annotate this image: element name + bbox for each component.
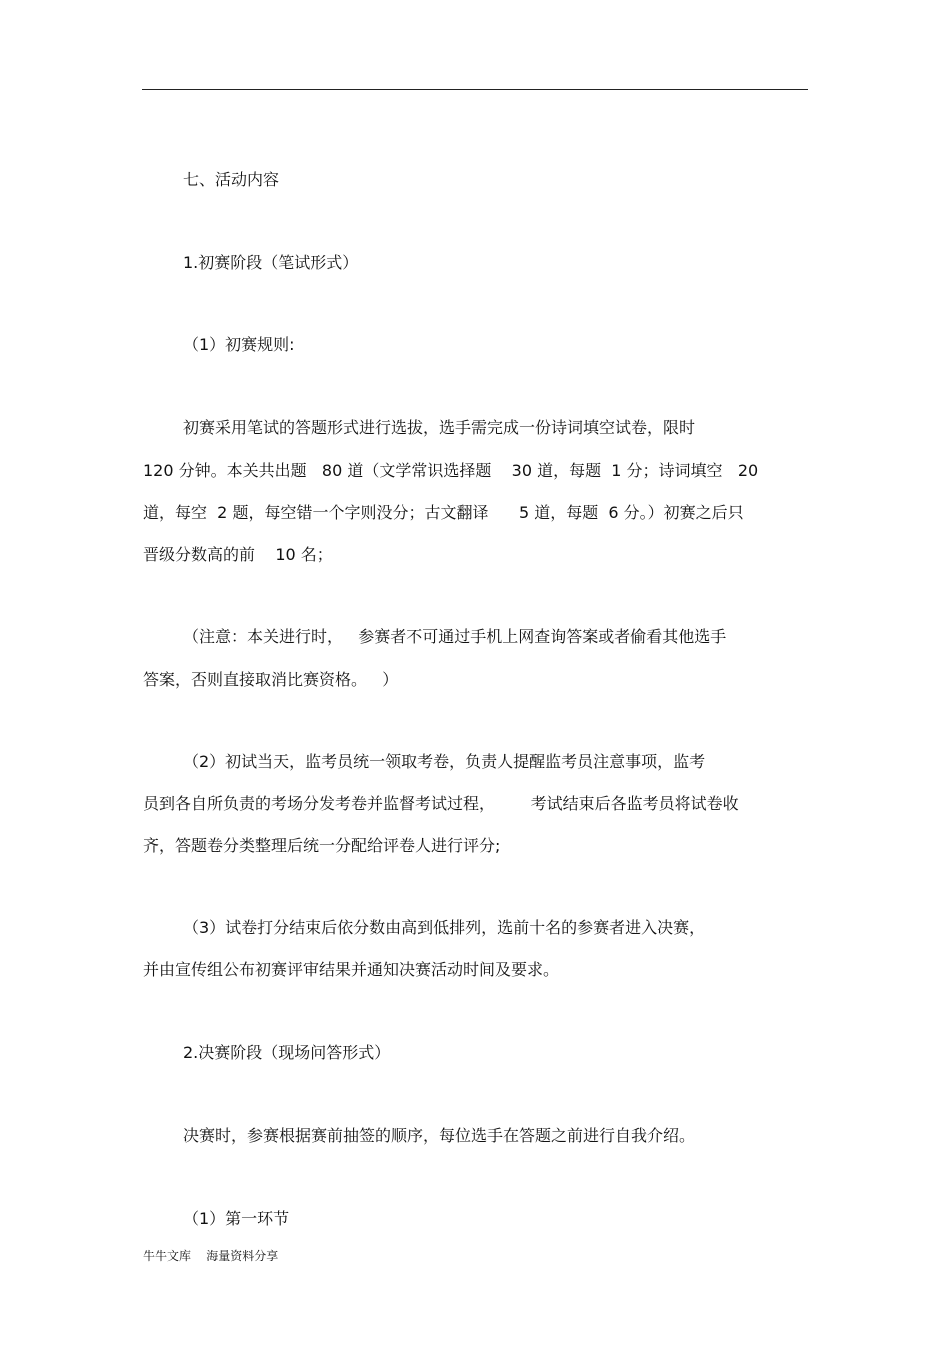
section-heading: 七、活动内容 [183,170,280,189]
item3-line2: 并由宣传组公布初赛评审结果并通知决赛活动时间及要求。 [143,960,560,979]
para1-line2: 120 分钟。本关共出题 80 道（文学常识选择题 30 道，每题 1 分；诗词填空 20 [143,461,759,480]
para1-line1: 初赛采用笔试的答题形式进行选拔，选手需完成一份诗词填空试卷，限时 [183,418,696,437]
note-line2: 答案，否则直接取消比赛资格。 ） [143,670,399,689]
stage1-title: 1.初赛阶段（笔试形式） [183,253,359,272]
final-paragraph: 决赛时，参赛根据赛前抽签的顺序，每位选手在答题之前进行自我介绍。 [183,1126,696,1145]
item3-line1: （3）试卷打分结束后依分数由高到低排列，选前十名的参赛者进入决赛， [183,918,706,937]
item2-line1: （2）初试当天，监考员统一领取考卷，负责人提醒监考员注意事项，监考 [183,752,706,771]
note-line1: （注意：本关进行时， 参赛者不可通过手机上网查询答案或者偷看其他选手 [183,627,727,646]
item2-line3: 齐，答题卷分类整理后统一分配给评卷人进行评分; [143,836,501,855]
rule1-title: （1）初赛规则: [183,335,295,354]
para1-line4: 晋级分数高的前 10 名； [143,545,333,564]
step1-title: （1）第一环节 [183,1209,290,1228]
header-rule [142,89,808,90]
stage2-title: 2.决赛阶段（现场问答形式） [183,1043,391,1062]
footer-text: 牛牛文库 海量资料分享 [143,1249,279,1263]
para1-line3: 道，每空 2 题，每空错一个字则没分；古文翻译 5 道，每题 6 分。）初赛之后只 [143,503,744,522]
item2-line2: 员到各自所负责的考场分发考卷并监督考试过程， 考试结束后各监考员将试卷收 [143,794,739,813]
